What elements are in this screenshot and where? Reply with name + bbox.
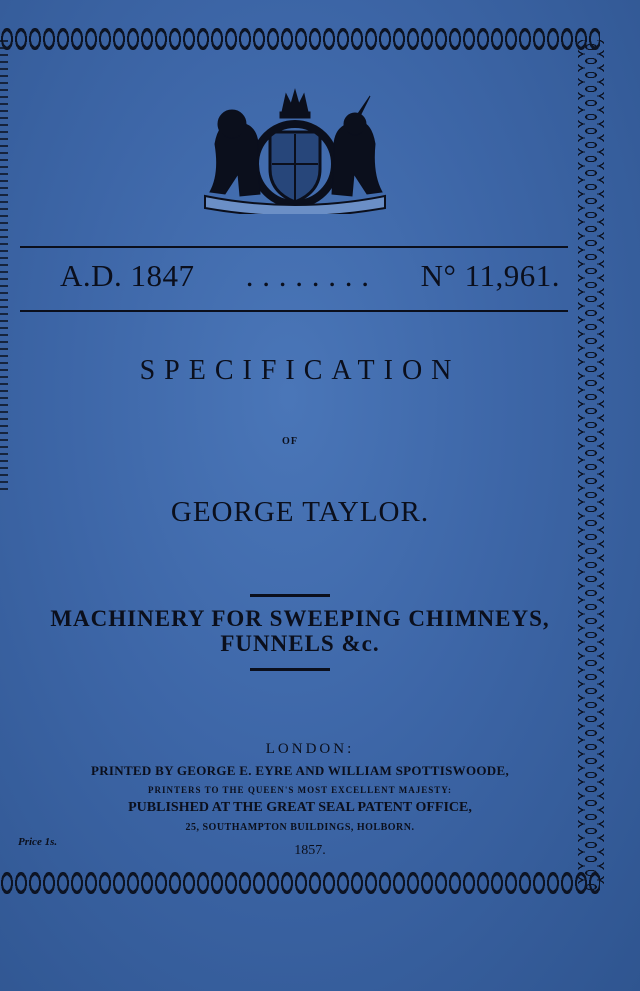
patent-number: N° 11,961. <box>420 258 560 293</box>
ad-year: A.D. 1847 <box>60 258 195 293</box>
number-line <box>60 258 560 294</box>
imprint-year: 1857. <box>294 843 326 858</box>
of-label: OF <box>282 436 298 447</box>
inventor-name: GEORGE TAYLOR. <box>170 496 430 528</box>
short-rule-top <box>250 594 330 597</box>
subject-line-2: FUNNELS &c. <box>220 631 380 656</box>
rule-below-number <box>20 310 568 312</box>
price-label: Price 1s. <box>18 836 58 848</box>
ornamental-border-left <box>0 40 8 490</box>
royal-coat-of-arms-icon <box>190 84 400 214</box>
ornamental-border-top <box>0 26 600 52</box>
imprint-city: LONDON: <box>265 741 355 757</box>
subject-line-1: MACHINERY FOR SWEEPING CHIMNEYS, <box>50 606 550 631</box>
ornamental-border-bottom <box>0 870 600 896</box>
imprint-published: PUBLISHED AT THE GREAT SEAL PATENT OFFICE, <box>128 800 472 815</box>
rule-above-number <box>20 246 568 248</box>
short-rule-bottom <box>250 668 330 671</box>
imprint-printers-to: PRINTERS TO THE QUEEN'S MOST EXCELLENT MAJESTY: <box>148 785 452 795</box>
imprint-printed-by: PRINTED BY GEORGE E. EYRE AND WILLIAM SPOTTISWOODE, <box>90 763 509 778</box>
specification-heading: SPECIFICATION <box>139 355 461 386</box>
imprint-address: 25, SOUTHAMPTON BUILDINGS, HOLBORN. <box>185 822 415 833</box>
leader-dots: . . . . . . . . <box>245 258 370 293</box>
